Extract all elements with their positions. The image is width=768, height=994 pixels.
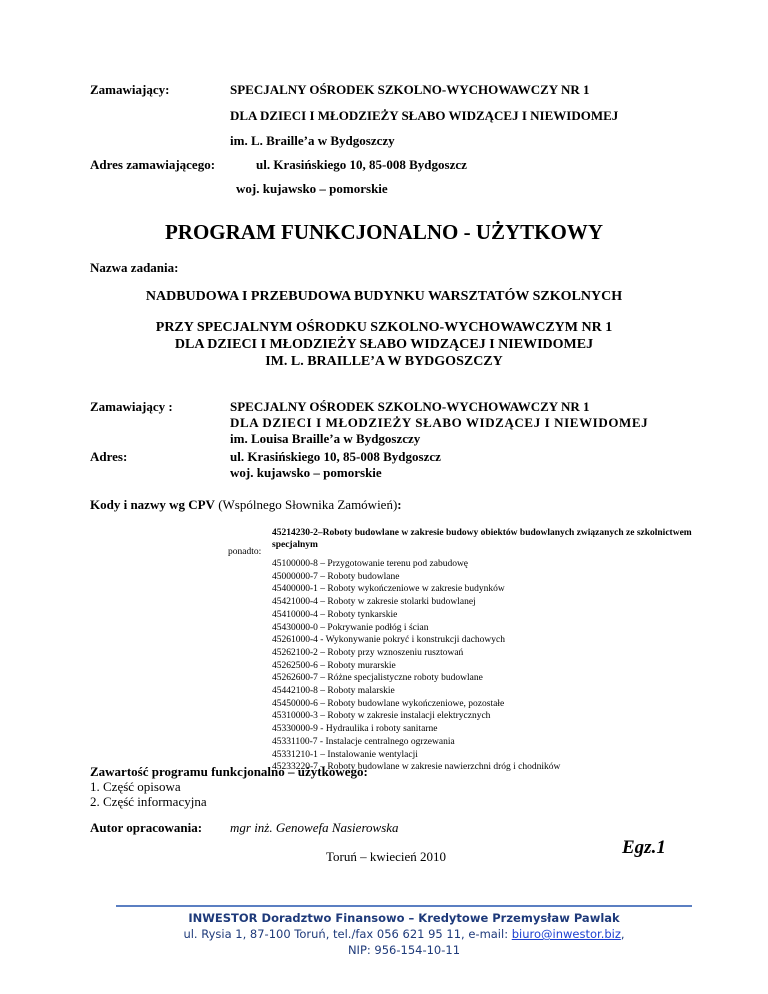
cpv-code-item: 45262100-2 – Roboty przy wznoszeniu rusztowań — [272, 647, 464, 658]
adres-zamawiajacego-line-1: ul. Krasińskiego 10, 85-008 Bydgoszcz — [256, 157, 467, 172]
cpv-code-item: 45331210-1 – Instalowanie wentylacji — [272, 749, 418, 760]
cpv-code-item: 45330000-9 - Hydraulika i roboty sanitarne — [272, 724, 438, 735]
footer-company: INWESTOR Doradztwo Finansowo – Kredytowe Przemysław Pawlak — [188, 911, 620, 925]
zamawiajacy-line-1: SPECJALNY OŚRODEK SZKOLNO-WYCHOWAWCZY NR 1 — [230, 82, 590, 97]
cpv-code-item: 45400000-1 – Roboty wykończeniowe w zakresie budynków — [272, 584, 505, 595]
cpv-code-item: 45310000-3 – Roboty w zakresie instalacji elektrycznych — [272, 711, 491, 722]
zamawiajacy2-line-2: DLA DZIECI I MŁODZIEŻY SŁABO WIDZĄCEJ I NIEWIDOMEJ — [230, 415, 649, 430]
footer-nip: NIP: 956-154-10-11 — [347, 943, 461, 957]
cpv-code-item: 45421000-4 – Roboty w zakresie stolarki budowlanej — [272, 597, 476, 608]
author-name: mgr inż. Genowefa Nasierowska — [230, 820, 399, 835]
adres2-line-2: woj. kujawsko – pomorskie — [230, 465, 382, 480]
task-line-3: DLA DZIECI I MŁODZIEŻY SŁABO WIDZĄCEJ I NIEWIDOMEJ — [174, 337, 594, 352]
zamawiajacy2-label: Zamawiający : — [90, 399, 173, 414]
task-line-4: IM. L. BRAILLE’A W BYDGOSZCZY — [265, 354, 503, 369]
zamawiajacy2-line-3: im. Louisa Braille’a w Bydgoszczy — [230, 431, 421, 446]
cpv-ponadto-label: ponadto: — [228, 547, 262, 557]
zamawiajacy-line-3: im. L. Braille’a w Bydgoszczy — [230, 133, 395, 148]
cpv-code-item: 45430000-0 – Pokrywanie podłóg i ścian — [272, 622, 429, 633]
zamawiajacy-line-2: DLA DZIECI I MŁODZIEŻY SŁABO WIDZĄCEJ I NIEWIDOMEJ — [230, 108, 619, 123]
adres2-line-1: ul. Krasińskiego 10, 85-008 Bydgoszcz — [230, 449, 441, 464]
cpv-code-list — [272, 558, 560, 774]
contents-item-2: 2. Część informacyjna — [90, 794, 207, 809]
cpv-code-item: 45331100-7 - Instalacje centralnego ogrzewania — [272, 736, 455, 747]
footer-email-link[interactable]: biuro@inwestor.biz — [511, 927, 621, 941]
cpv-code-item: 45442100-8 – Roboty malarskie — [272, 686, 395, 697]
contents-heading: Zawartość programu funkcjonalno – użytkowego: — [90, 764, 368, 779]
nazwa-zadania-label: Nazwa zadania: — [90, 260, 179, 275]
cpv-heading-rest: (Wspólnego Słownika Zamówień) — [214, 497, 398, 512]
copy-number: Egz.1 — [622, 837, 666, 858]
task-line-1: NADBUDOWA I PRZEBUDOWA BUDYNKU WARSZTATÓW SZKOLNYCH — [145, 289, 623, 304]
adres2-label: Adres: — [90, 449, 128, 464]
cpv-code-item: 45450000-6 – Roboty budowlane wykończeniowe, pozostałe — [272, 698, 505, 709]
cpv-code-item: 45100000-8 – Przygotowanie terenu pod zabudowę — [272, 559, 469, 569]
cpv-code-item: 45262500-6 – Roboty murarskie — [272, 660, 396, 671]
cpv-code-item: 45233220-7 – Roboty budowlane w zakresie nawierzchni dróg i chodników — [272, 762, 561, 773]
adres-zamawiajacego-label: Adres zamawiającego: — [90, 157, 216, 172]
task-line-2: PRZY SPECJALNYM OŚRODKU SZKOLNO-WYCHOWAWCZYM NR 1 — [155, 320, 613, 335]
zamawiajacy2-line-1: SPECJALNY OŚRODEK SZKOLNO-WYCHOWAWCZY NR 1 — [230, 399, 590, 414]
cpv-code-item: 45262600-7 – Różne specjalistyczne roboty budowlane — [272, 673, 483, 684]
cpv-code-item: 45410000-4 – Roboty tynkarskie — [272, 609, 398, 620]
author-label: Autor opracowania: — [90, 820, 203, 835]
footer-address — [0, 927, 768, 941]
footer-address-suffix: , — [620, 927, 625, 941]
cpv-heading-colon: : — [397, 497, 402, 512]
place-date: Toruń – kwiecień 2010 — [326, 849, 447, 864]
adres-zamawiajacego-line-2: woj. kujawsko – pomorskie — [236, 181, 388, 196]
footer-divider — [116, 905, 692, 907]
cpv-code-item: 45000000-7 – Roboty budowlane — [272, 571, 400, 582]
cpv-heading — [90, 497, 402, 513]
footer-address-text: ul. Rysia 1, 87-100 Toruń, tel./fax 056 621 95 11, e-mail: — [183, 927, 512, 941]
cpv-code-item: 45261000-4 - Wykonywanie pokryć i konstrukcji dachowych — [272, 635, 506, 646]
document-title: PROGRAM FUNKCJONALNO - UŻYTKOWY — [164, 220, 604, 244]
cpv-heading-bold: Kody i nazwy wg CPV — [90, 497, 215, 512]
zamawiajacy-label: Zamawiający: — [90, 82, 170, 97]
contents-item-1: 1. Część opisowa — [90, 779, 181, 794]
cpv-main-code: 45214230-2–Roboty budowlane w zakresie budowy obiektów budowlanych związanych ze szkolnictwem specjalnym — [272, 528, 692, 550]
